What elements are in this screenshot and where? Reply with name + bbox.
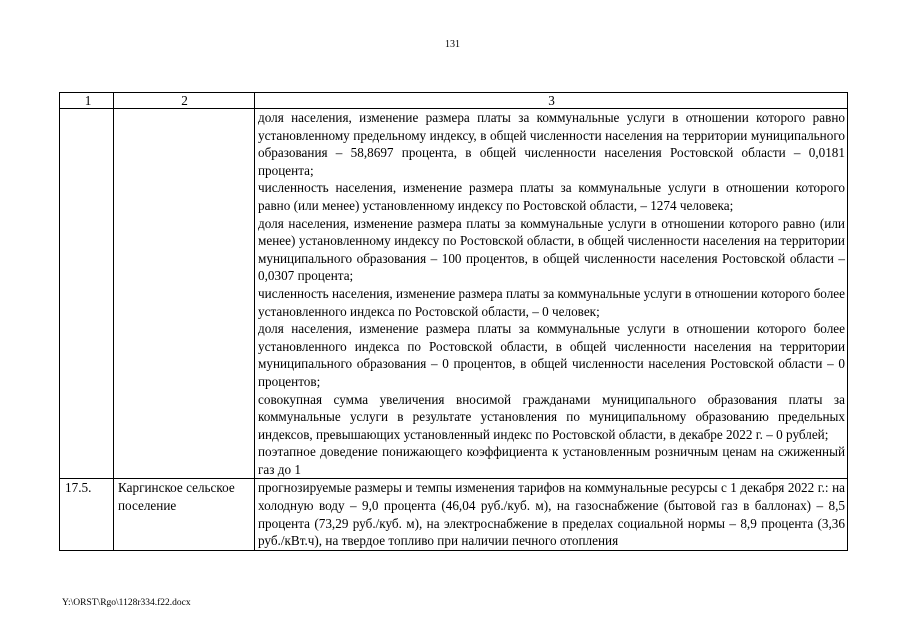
row-content-cell — [255, 479, 848, 550]
table-row — [60, 109, 848, 479]
table-header-row — [60, 93, 848, 109]
footer-file-path: Y:\ORST\Rgo\1128r334.f22.docx — [62, 598, 191, 608]
header-col-1: 1 — [60, 93, 114, 109]
paragraph: доля населения, изменение размера платы за коммунальные услуги в отношении которого более установленного индекса по Ростовской области, в общей численности населения на территории муниципального образования – 0 процентов, в общей численности населения Ростовской области – 0 процентов; — [258, 321, 845, 389]
row-number-cell — [60, 109, 114, 479]
paragraph: совокупная сумма увеличения вносимой гражданами муниципального образования платы за коммунальные услуги в результате установления по муниципальному образованию предельных индексов, превышающих установленный индекс по Ростовской области, в декабре 2022 г. – 0 рублей; — [258, 391, 845, 442]
page-number: 131 — [445, 39, 460, 50]
header-col-3: 3 — [255, 93, 848, 109]
row-number-cell: 17.5. — [60, 479, 114, 550]
paragraph: численность населения, изменение размера платы за коммунальные услуги в отношении которого равно (или менее) установленному индексу по Ростовской области, – 1274 человека; — [258, 180, 845, 213]
paragraph: поэтапное доведение понижающего коэффициента к установленным розничным ценам на сжиженный газ до 1 — [258, 444, 845, 477]
paragraph: численность населения, изменение размера платы за коммунальные услуги в отношении которого более установленного индекса по Ростовской области, – 0 человек; — [258, 285, 845, 319]
header-col-2: 2 — [114, 93, 255, 109]
row-content-cell — [255, 109, 848, 479]
paragraph: прогнозируемые размеры и темпы изменения тарифов на коммунальные ресурсы с 1 декабря 2022 г.: на холодную воду – 9,0 процента (46,04 руб./куб. м), на газоснабжение (бытовой газ в баллонах) – 8,5 процента (73,29 руб./куб. м), на электроснабжение в пределах социальной нормы – 8,9 процента (3,36 руб./кВт.ч), на твердое топливо при наличии печного отопления — [258, 480, 845, 549]
table-row — [60, 479, 848, 550]
document-table — [59, 92, 848, 551]
row-name-cell — [114, 109, 255, 479]
paragraph: доля населения, изменение размера платы за коммунальные услуги в отношении которого равно установленному предельному индексу, в общей численности населения на территории муниципального образования – 58,8697 процента, в общей численности населения Ростовской области – 0,0181 процента; — [258, 110, 845, 178]
row-name-cell: Каргинское сельское поселение — [114, 479, 255, 550]
paragraph: доля населения, изменение размера платы за коммунальные услуги в отношении которого равно (или менее) установленному индексу по Ростовской области, в общей численности населения на территории муниципального образования – 100 процентов, в общей численности населения Ростовской области – 0,0307 процента; — [258, 215, 845, 284]
